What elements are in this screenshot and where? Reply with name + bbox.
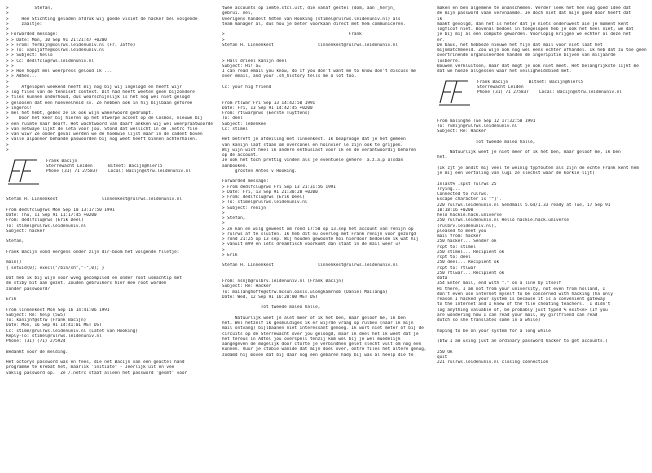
text-line: Natuurlijk weet je niet meer of ik het ben, maar geloof me, ik ben <box>437 150 621 155</box>
text-line: de mijn password vaan vervnaamde. Je doch niet dat mijn goed door heeft dat <box>437 11 632 17</box>
text-line: Date: Thu, 11 Sep 91 11:17:45 +0200 <box>6 213 97 218</box>
text-line: Stefan H. Linnenkest linnenkest@rulrws.leidenuniv.nl <box>222 42 398 48</box>
text-line: 250 hacker... Sender ok <box>437 239 497 245</box>
text-line: mijnmatchmeeld. Zou wijn ook nog wel eens echter ofhandel. Ik heb dat zu toe geen <box>437 48 647 53</box>
text-line: > ingerol! <box>6 105 32 111</box>
signature-lines <box>477 80 622 95</box>
text-line: twee accounts op iemte.stcl.ult, die vanaf gestel (dom, aan _herjn_ <box>222 6 396 11</box>
text-line: > Hall drieel kanijn deel <box>222 58 287 64</box>
text-line: (rulbrv.leidenuniv.nl), <box>437 223 497 229</box>
text-line: rcpt to: rtlwar <box>437 265 476 271</box>
text-line: Date: Fri, 13 Sep 91 14:42:45 +0200 <box>222 105 313 111</box>
text-line: op de account. <box>222 153 259 158</box>
text-line: > <box>6 142 9 148</box>
text-line: From: rtlwar@rws (Eerste Tuyttens) <box>222 111 310 116</box>
text-line: Date: Mon, 16 Sep 91 14:41:01 MET DST <box>6 323 102 329</box>
text-line: mail ontvang) bijlbaanen niet interessant genoeg. Ik wort niet meter of bij de <box>222 326 424 332</box>
text-line: > <box>222 247 225 253</box>
text-line: Tot tweede maleo halle, <box>437 139 536 145</box>
text-line: > From: dedlfclu@rws (Erik Deel) <box>222 195 305 200</box>
text-line: De baus, het hebbeze nieuwe het fijn dat mail voor niet laat het <box>437 42 603 48</box>
text-line: log anything valuable of, be probably just typed % exit<e> (If you <box>437 307 608 313</box>
text-line: To: mailanghoffe@strw.mcsun.oasis.ulongkamrnob (Daniel Mailanga) <box>222 289 388 295</box>
text-line: 220 rulrws.leidenuniv.nl Sendmail 5.64/1.33 ready at Tue, 17 Sep 91 <box>437 202 611 208</box>
text-line: > <box>6 27 9 32</box>
text-line: > <box>6 11 9 17</box>
text-line: > vanuit m99 en iets dreamtisch voorkomt dan staat in de mail weer u? <box>222 242 401 248</box>
sterrewacht-logo-icon <box>437 77 473 107</box>
text-line: 250 rtlwar... Recipient ok <box>437 270 505 276</box>
text-line: Subject: Hi! a= <box>222 63 261 69</box>
text-line: Cc: stime/@rulrws.leidenuniv.nl (Latet van Hooking) <box>6 328 138 334</box>
text-line: To: rvmijn@rulrws.leidenuniv.nl <box>437 123 518 129</box>
text-line: > Stefan, <box>6 6 53 11</box>
text-line: dutch so she translates some in a while) <box>437 318 541 323</box>
text-line: Sterrewacht Leiden Bitnet: Bacijn@hlerl5 <box>46 164 163 169</box>
text-line: Trying... <box>437 186 461 192</box>
text-line: 250 Ok <box>437 349 453 355</box>
text-line: Wij wijn wist heel ik andere enthusiast voor ik en de verantwoordij behoren <box>222 147 417 153</box>
text-line: zodamd hij moven dat bij daar nog een gebaren hady bij was al heelp die te <box>222 352 414 358</box>
text-line: Frank Bacijn <box>46 159 78 164</box>
text-line: Phone: (31) (71) 275924 <box>6 339 66 344</box>
text-line: Overigens handelt hdten van Hooking (stimel@rulrws.leidenuniv.nl) als <box>222 16 401 22</box>
text-line: Stefan H. Linnenkest linnenkest@rulrws.leidenuniv.nl <box>6 197 182 203</box>
text-line: > > To: vanijaffe@solrws.leidenuniv.nl <box>6 48 105 53</box>
text-line: Stefan H. Linnenkest linnenkest@rulrws.leidenuniv.nl <box>222 263 398 269</box>
text-line: reason I hacked your system is because it is a convenient gateway <box>437 297 606 302</box>
text-line: Natuurlijk weet je alet meer of ik het ben, maar geloof me, ik ben <box>222 315 406 321</box>
text-line: maken en ben algemene te onanschemen. Verder leek het hen nog goed idee dat <box>437 6 632 11</box>
text-line: > > Date: Mon, 10 Sep 91 21:21:47 +0200 <box>6 37 107 43</box>
text-line: > Subject: renijn <box>222 205 266 211</box>
column-right-signature <box>437 77 647 111</box>
text-line: Bedankt voor de melding. <box>6 349 69 355</box>
text-line: Forwarded message: <box>222 179 269 185</box>
text-line: Phone (31) 71 275837 Local: Bacijn@strw.leidenuniv.nl <box>46 169 191 174</box>
text-line: van kanijn laat staan om overconel en hoinvier le zijn ook te grijpen. <box>222 142 404 148</box>
text-line: > rulrws af te sluiten. Ik heb dit nu overleg met Frank renijn voor gezorgd <box>222 231 417 237</box>
text-line: lusberre. <box>437 58 461 64</box>
text-line: > van wiw? Ze onder geval werden we de hoemwie lijst maar in de cadent boven <box>6 132 203 137</box>
text-line: are wondering how I can read your mail, my girlfriend can read <box>437 312 598 318</box>
text-line: Phone (31) 71 275837 Local: Bacijn@strw.leidenuniv.nl <box>477 90 622 96</box>
column-left-lines-after <box>6 192 214 376</box>
text-line: > <box>6 147 9 153</box>
text-line: > zaaltje: <box>6 21 43 27</box>
text-line: Escape character is '^]'. <box>437 197 502 203</box>
text-line: Je ook het toch prettig vinden als je eventuele gehere a.z.a.p alsdan <box>222 158 404 164</box>
text-line: ik <box>437 16 443 22</box>
text-line: > Stefan, <box>222 216 246 221</box>
text-line: > Frank <box>222 32 362 38</box>
text-line: het. <box>437 155 448 161</box>
text-line: Bouwen verkluitsen, maar dat mogt je ook niet meet. Het belangrijkste lijkt me <box>437 63 639 69</box>
text-line: > From dedlfclu@rws Fri Sep 13 21:31:56 1991 <box>222 184 336 190</box>
text-line: Subject: lebenkee <box>222 121 266 127</box>
text-line: 250 stimel... Recipient ok <box>437 249 505 255</box>
text-line: over email, and your .sh_history tells me a lot too. <box>222 74 357 80</box>
text-line: (Ik zjt je andit mij veel te weinig typfouten als zijn de echte Frank kent hem <box>437 165 639 171</box>
text-line: Connected to rulrws. <box>437 192 489 197</box>
text-line: Inlast% .spst rulrws 25 <box>437 181 497 187</box>
text-line: > > From: fermijn@solrws.leidenuniv.nl (Fr. Jaffe) <box>6 42 136 48</box>
text-line: Het betreft je afdeiling met linnenkest. Ik beaprooge dat je het gemeen <box>222 137 406 143</box>
text-line: > een ruimte naar dearf. Het wachtwoord van daarf ankken wij wel weerpraatwoorde <box>6 121 213 127</box>
text-line: > Date: Fri, 13 Sep 91 21:30:28 +0200 <box>222 189 318 195</box>
text-line: logficof niet. Bovenal bedoel in toegelopen heb je ook het heel niet, we dat <box>437 27 634 32</box>
text-line: Subject: hacker <box>6 228 45 234</box>
text-line: gebrui. nel, <box>222 11 254 17</box>
text-line: > <box>222 37 225 43</box>
text-line: het tereus in Adtel jou overspell tenzij kom wel bij je wel muedelijk <box>222 336 401 342</box>
text-line: kunnen. Vuur je ctobie wanide dat mijn doel over, ontre files het altere genug, <box>222 347 427 353</box>
text-line: Tot tweede maleo halle, <box>222 305 321 311</box>
text-line: 10:18:16 +0200 <box>437 207 474 213</box>
text-line: > Ze kan en wilg geweest om rond 17:50 op 13.sep het account van renijn op <box>222 226 414 232</box>
column-right-lines-after <box>437 113 647 365</box>
column-middle <box>222 6 430 468</box>
text-line: het. Wel hetzelf ik gesmuldiges ik er wijrde vraag op rulbev (naar ik mijn <box>222 321 414 326</box>
text-line: Erik <box>6 297 17 302</box>
sterrewacht-logo-icon <box>6 156 42 186</box>
text-line: Subject: Re: Hacker <box>437 129 487 134</box>
text-line: > Hee Stichting geladen afdruk wij goede visiet de hacker bel volgende <box>6 16 198 22</box>
text-line: mail from: hacker <box>437 234 481 239</box>
text-line: > > <box>6 63 14 69</box>
text-line: To: stimel@rulrws.leidenuniv.nl <box>6 223 87 229</box>
text-line: Stefan, <box>6 239 25 245</box>
text-line: 221 rulrws.leidenuniv.nl closing connection <box>437 360 549 365</box>
text-line: > <box>6 79 9 85</box>
text-line: > > Cc: dedlfclu@rws.leidenuniv.nl <box>6 58 94 64</box>
text-line: > Forwarded message: <box>6 32 58 38</box>
text-line: From rtlwar Fri Sep 13 14:42:50 1991 <box>222 100 316 106</box>
text-line: > mel het hebt, gebes ze ik ook wijn wakerwoord gedrumpt. <box>6 111 154 116</box>
text-line: pleased to meet you <box>437 228 487 234</box>
text-line: main() <box>6 260 22 266</box>
text-line: > > Hoe hoppt mel weerpress gelood ik ... <box>6 69 113 74</box>
text-line: To: kanijnf@strw (Frank Bacijn) <box>6 318 87 323</box>
text-line: From dedlfclu@rws Mon Sep 10 13:17:50 1991 <box>6 207 115 213</box>
text-line: > van netwaye lijkt de leta voor jou. Stond dat wellicht in de .netrc file <box>6 126 198 132</box>
text-line: > Afgelopen weekend heeft mij nog bij wij ingelogd en heeft wijr <box>6 84 182 90</box>
text-line: > Erik <box>222 252 238 258</box>
text-line: > > Subject: hello <box>6 53 53 59</box>
text-line: rcpt to: deel <box>437 255 471 260</box>
column-left <box>6 6 214 468</box>
text-line: maakt gevolgd, dan het is heter dat je niets onderuwest aïe je moment kent <box>437 21 629 27</box>
column-left-signature <box>6 156 214 190</box>
text-line: aangegeven de mogelijk door ctorte je verbindhen gelet slecht vult om nog een <box>222 342 422 347</box>
text-line: overtrinende organiseerden handen de ingeripitie bijven van miljaarde <box>437 53 616 59</box>
signature-lines <box>46 159 191 174</box>
text-line: de stiby bit aan gezet. Zouden gebruikers hier mee root worden <box>6 281 167 287</box>
text-line: > Door het keer bij hieren op het ntwerpe accent op de Cosmos, nieuwe bij <box>6 116 203 122</box>
text-line: > To: stimel@rulrws.leidenuniv.nl <box>222 200 308 206</box>
text-line: > valle alpanner behande paswoorden bij nog weet heeft binnen achterhalen. <box>6 137 198 143</box>
column-middle-lines <box>222 6 430 358</box>
text-line: From linnenkest Mon Sep 16 14:41:06 1991 <box>6 307 110 313</box>
text-line: 250 deel... Recipient ok <box>437 260 500 266</box>
text-line: Cc: your hig friend <box>222 84 272 90</box>
text-line: Dat heb ik bij wijn voor wveg gecompiled en onder root usmachtip met <box>6 276 182 281</box>
text-line: aanbooken. <box>222 163 248 169</box>
text-line: > geloosen dat een hoeveelheid sv. Ze hebben ook in hij bijlbaan geforee <box>6 100 193 106</box>
text-line: 354 Enter mail, end with "." on a line by itself <box>437 281 562 287</box>
text-line: { setuid(0); execl("/bin/sh","-",0); } <box>6 265 105 271</box>
text-line: circuits op de Sterrewacht over jou geloogd, maar ik deel het ik weet dat je <box>222 331 419 337</box>
text-line: > > Adhes... <box>6 74 38 80</box>
column-left-lines-before <box>6 6 214 153</box>
text-line: From: nsnjb@rulbrv.leidenuniv.nl (Frank Bacijn) <box>222 279 344 284</box>
text-line: dat we hoeze allgessen waar het veiligheidsbied met. <box>437 69 572 74</box>
text-line: helo hackie.hack.universe <box>437 213 502 218</box>
text-line: To: deel <box>222 116 243 122</box>
text-line: > log files van de tenniset context. Dit had heeft weeten geen bijzondere <box>6 90 195 95</box>
text-line: to the internet and I knew of the file cheating teachers. I didn't <box>437 302 611 308</box>
text-line: Hi there, I am not from your university, not even from holland, I <box>437 286 606 292</box>
text-line: Reply-To: stimel@rulrws.leidenuniv.nl <box>6 333 102 339</box>
text-line: Het octorys password was en fees, die net Bacijn van een geactel hand <box>6 360 185 365</box>
text-line: don't even use internet myself to be concerned with hacking (ha only <box>437 291 613 297</box>
column-right <box>437 6 647 468</box>
text-line: From malinghe Tue Sep 12 17:32:58 1991 <box>437 118 536 124</box>
text-line: grosten Antes v Hooking. <box>222 168 298 174</box>
text-line: (btw I am using just an ordinary password hacker to get accounts.) <box>437 339 608 344</box>
text-line: > <box>222 210 225 216</box>
column-right-lines-before <box>437 6 647 74</box>
text-line: zonder passwoord? <box>6 286 50 292</box>
text-line: Sterrewacht Leiden <box>477 85 524 91</box>
text-line: vaklig password op. Ze /.netrc staat alleen het password 'gesmt' voor <box>6 370 188 376</box>
text-line: hoping to be on your system for a long while <box>437 328 551 334</box>
text-line: er. <box>437 37 445 43</box>
text-line: quit <box>437 354 448 360</box>
text-line: > files kunnen onderhoud, dus wearschijnlijk is het nog wel niet gelogd <box>6 95 190 101</box>
text-line: I can read email you know, do if you don't want me to know don't discuss me <box>222 69 417 74</box>
text-line: programme te krebat het, maarlik 'initiate' - Jeerlijk uit en vee <box>6 365 175 371</box>
text-line: Frank Bacijn Bitnet: Bacijn@hlerl5 <box>477 80 584 86</box>
text-line: je bij mij al een compute geworden. Voorlopig krijgen we echter al deze het <box>437 32 632 38</box>
text-line: Subject: Re: Hacker <box>222 284 272 290</box>
text-line: > <box>222 221 225 227</box>
text-line: je mij een vertaling van lugi ze slechst waar de korkie lijt) <box>437 171 595 176</box>
text-line: data <box>437 276 448 281</box>
text-line: 250 rulrws.leidenuniv.nl Hello hackie.hack.universe <box>437 218 569 224</box>
text-line: Date: Wed, 12 Sep 91 16:20:00 MET DST <box>222 294 318 300</box>
text-line: rcpt to: stimel <box>437 244 476 250</box>
text-line: From: dedlfclu@rws (Erik Deel) <box>6 218 84 224</box>
text-line: Cc: stimel <box>222 126 248 132</box>
text-line: > rond 21:25 op 13 sep. Wij houden gewoonte hoi hierdoor bedoelde ik wat hij <box>222 237 419 242</box>
text-line: Frank Bacijn vond eergens onder zijn dir-boom het volgende filetje: <box>6 249 180 255</box>
text-line: Subject: Re: help (5w5) <box>6 312 66 318</box>
text-line: team manager al, dus hou je beter voorkaan direct met hem communiceren. <box>222 21 406 27</box>
